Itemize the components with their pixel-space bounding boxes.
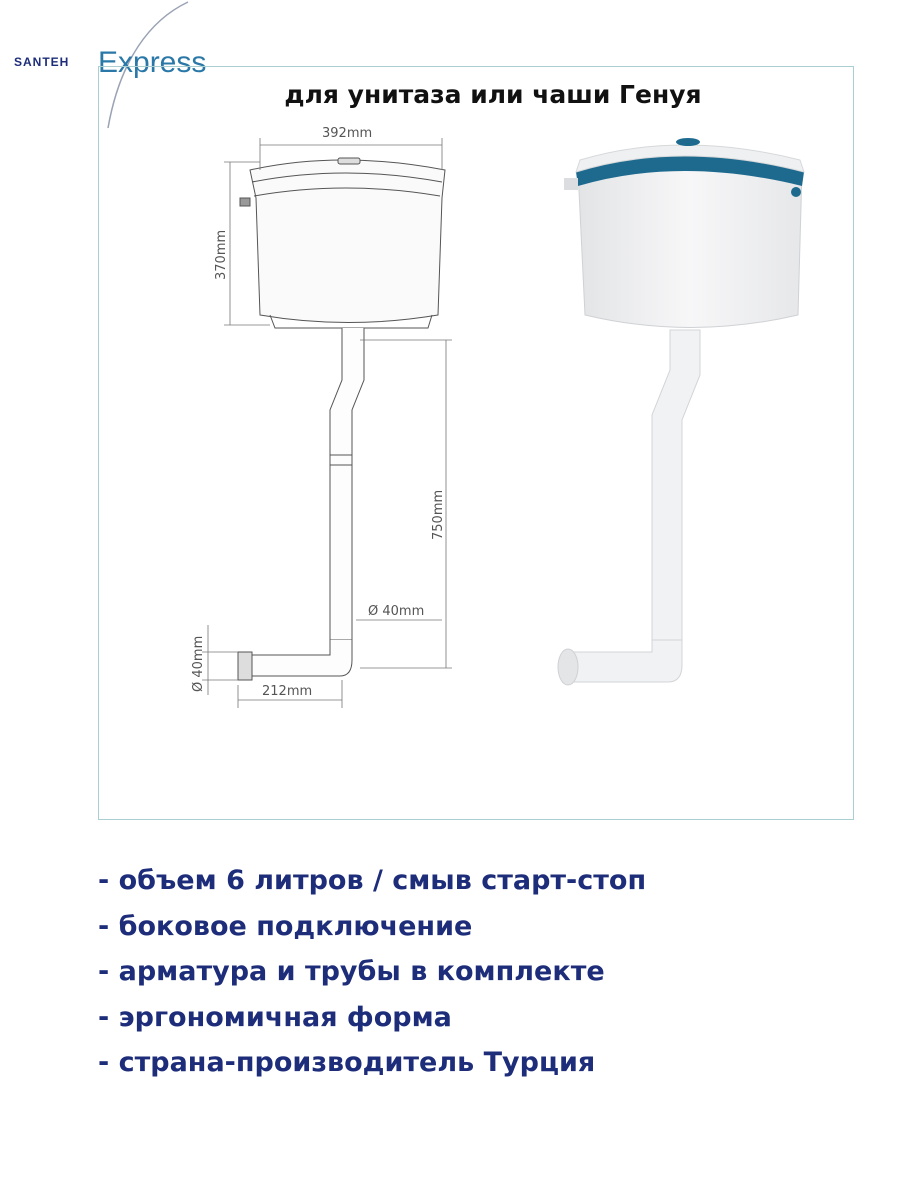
outlet-coupling <box>238 652 252 680</box>
tank-outline <box>250 160 445 323</box>
logo-brand-prefix: SANTEH <box>14 55 70 69</box>
pipe-length-label: 750mm <box>431 489 446 540</box>
width-dimension-label: 392mm <box>322 126 373 141</box>
feature-item: - страна-производитель Турция <box>98 1047 596 1078</box>
flush-button <box>338 158 360 164</box>
technical-drawing <box>180 120 480 720</box>
side-inlet <box>564 178 578 190</box>
feature-item: - боковое подключение <box>98 910 473 942</box>
logo-brand-suffix: Express <box>98 46 207 79</box>
flush-pipe <box>330 328 364 640</box>
feature-item: - эргономичная форма <box>98 1001 452 1033</box>
cistern-render <box>540 130 830 700</box>
feature-list <box>98 858 646 1086</box>
outlet-coupling <box>558 649 578 685</box>
flush-pipe <box>652 330 700 645</box>
outlet-pipe <box>250 640 352 676</box>
side-inlet <box>240 198 250 206</box>
tank-body <box>578 154 802 328</box>
feature-item: - арматура и трубы в комплекте <box>98 956 605 987</box>
height-dimension-label: 370mm <box>214 229 229 280</box>
outlet-diameter-label: Ø 40mm <box>191 635 206 692</box>
feature-item: - объем 6 литров / смыв старт-стоп <box>98 865 647 896</box>
outlet-pipe <box>570 640 682 682</box>
outlet-length-label: 212mm <box>262 684 313 699</box>
flush-button <box>676 138 700 146</box>
pipe-diameter-label: Ø 40mm <box>368 604 425 619</box>
page-title: для унитаза или чаши Генуя <box>284 80 702 109</box>
side-cap <box>791 187 801 197</box>
